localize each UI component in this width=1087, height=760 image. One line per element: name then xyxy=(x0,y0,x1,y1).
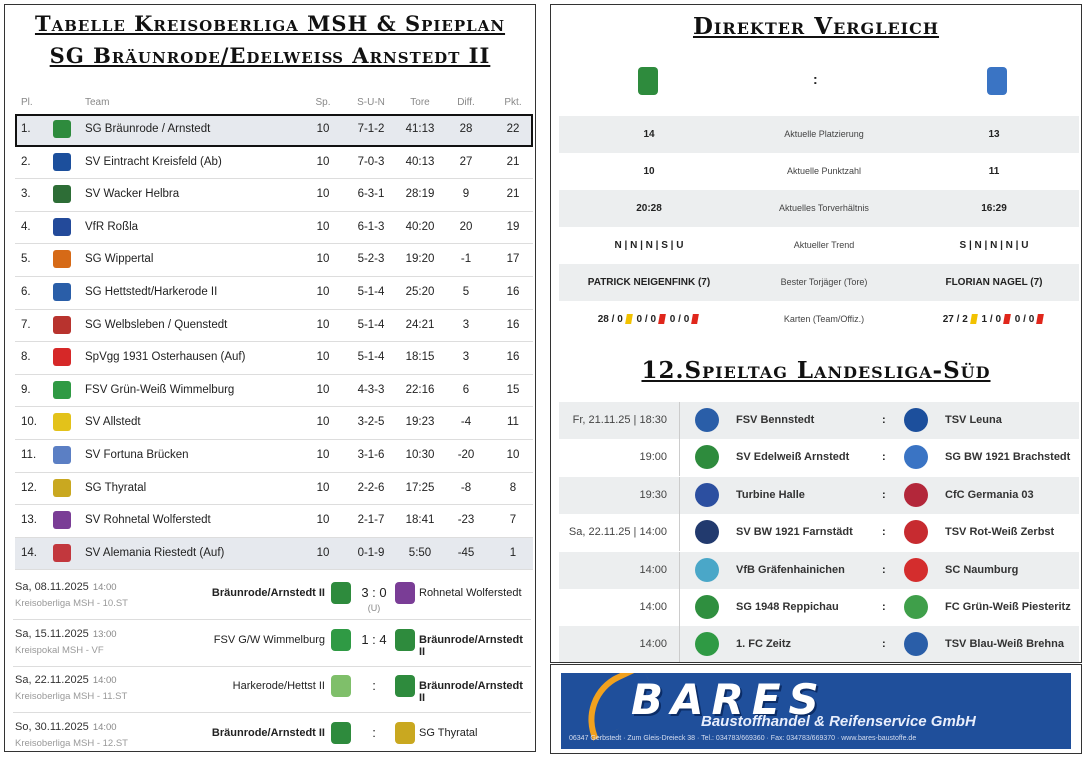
away-crest-icon xyxy=(395,582,415,604)
rank: 6. xyxy=(21,285,31,298)
team-name: SG Thyratal xyxy=(85,481,147,494)
team-name: SG Wippertal xyxy=(85,253,154,266)
game-away-team: SC Naumburg xyxy=(945,563,1019,576)
header-pkt: Pkt. xyxy=(504,97,522,108)
red-card-icon xyxy=(1036,314,1044,324)
goals: 19:23 xyxy=(405,416,435,429)
win-draw-loss: 5-1-4 xyxy=(357,351,385,364)
table-row[interactable] xyxy=(15,440,533,473)
win-draw-loss: 5-2-3 xyxy=(357,253,385,266)
away-crest-icon xyxy=(904,520,928,544)
fixture-date-text: Sa, 08.11.2025 xyxy=(15,581,89,593)
goal-difference: -20 xyxy=(457,448,475,461)
away-crest-icon xyxy=(904,558,928,582)
rank: 7. xyxy=(21,318,31,331)
rank: 1. xyxy=(21,123,31,135)
sponsor-banner[interactable] xyxy=(550,664,1082,754)
divider xyxy=(679,402,680,439)
comparison-row xyxy=(559,116,1079,153)
games-played: 10 xyxy=(316,285,330,298)
fixture-date xyxy=(15,628,117,640)
goals: 5:50 xyxy=(408,546,432,559)
game-date: Sa, 22.11.25 | 14:00 xyxy=(568,526,667,539)
games-played: 10 xyxy=(316,220,330,233)
game-away-team: CfC Germania 03 xyxy=(945,488,1034,501)
comparison-label: Aktuelle Punktzahl xyxy=(786,166,862,176)
fixture-date xyxy=(15,674,117,686)
fixture-date-text: Sa, 15.11.2025 xyxy=(15,627,89,640)
home-crest-icon xyxy=(331,675,351,697)
game-away-team: TSV Blau-Weiß Brehna xyxy=(945,638,1064,651)
rank: 8. xyxy=(21,351,31,364)
goal-difference: -4 xyxy=(460,416,472,429)
home-value: 14 xyxy=(643,129,655,140)
club-crest-icon xyxy=(53,479,71,497)
table-row[interactable] xyxy=(15,212,533,245)
goal-difference: 27 xyxy=(459,155,473,168)
fixture-time: 14:00 xyxy=(92,675,117,686)
divider xyxy=(679,477,680,514)
standings-title: Tabelle Kreisoberliga MSH & Spieplan xyxy=(34,11,506,36)
home-crest-icon xyxy=(331,629,351,651)
yellow-card-icon xyxy=(970,314,978,324)
away-crest-icon xyxy=(904,483,928,507)
card-count: 27 / 2 xyxy=(942,314,968,325)
win-draw-loss: 5-1-4 xyxy=(357,285,385,298)
red-card-icon xyxy=(658,314,666,324)
fixture-row[interactable] xyxy=(13,666,531,713)
card-count: 1 / 0 xyxy=(981,314,1002,325)
games-played: 10 xyxy=(316,546,330,559)
home-crest-icon xyxy=(695,558,719,582)
sponsor-name: BARES xyxy=(631,675,827,724)
header-diff: Diff. xyxy=(457,97,475,108)
club-crest-icon xyxy=(53,446,71,464)
fixture-row[interactable] xyxy=(13,573,531,620)
team-name: VfR Roßla xyxy=(85,220,139,233)
away-crest-icon xyxy=(395,722,415,744)
game-date: 14:00 xyxy=(639,601,667,613)
home-cards xyxy=(559,314,739,325)
club-crest-icon xyxy=(53,348,71,366)
points: 19 xyxy=(506,220,520,233)
game-row[interactable] xyxy=(559,589,1079,626)
club-crest-icon xyxy=(53,316,71,334)
games-played: 10 xyxy=(316,416,330,429)
fixture-time: 13:00 xyxy=(92,628,117,640)
goal-difference: -1 xyxy=(460,253,472,266)
games-played: 10 xyxy=(316,383,330,396)
goal-difference: 6 xyxy=(462,383,470,396)
game-home-team: VfB Gräfenhainichen xyxy=(736,563,845,576)
games-played: 10 xyxy=(316,253,330,266)
games-played: 10 xyxy=(316,514,330,527)
goals: 17:25 xyxy=(405,481,435,494)
game-date: 19:00 xyxy=(639,451,667,464)
standings-panel xyxy=(4,4,536,752)
points: 17 xyxy=(506,253,520,266)
game-colon: : xyxy=(882,601,886,613)
rank: 3. xyxy=(21,188,31,201)
club-crest-icon xyxy=(53,381,71,399)
matchday-title: 12.Spieltag Landesliga-Süd xyxy=(641,357,991,384)
games-played: 10 xyxy=(316,188,330,201)
rank: 10. xyxy=(21,416,37,429)
rank: 5. xyxy=(21,253,31,266)
games-played: 10 xyxy=(316,123,330,135)
away-crest-icon xyxy=(395,629,415,651)
win-draw-loss: 3-2-5 xyxy=(357,416,385,429)
win-draw-loss: 7-0-3 xyxy=(357,155,385,168)
game-away-team: TSV Rot-Weiß Zerbst xyxy=(945,526,1055,539)
divider xyxy=(679,552,680,589)
fixture-time: 14:00 xyxy=(92,721,117,733)
game-home-team: SG 1948 Reppichau xyxy=(736,601,839,613)
team-name: SV Wacker Helbra xyxy=(85,188,180,201)
away-club-crest-icon xyxy=(987,67,1007,95)
goal-difference: 3 xyxy=(462,351,470,364)
table-row[interactable] xyxy=(15,342,533,375)
club-crest-icon xyxy=(53,283,71,301)
goal-difference: 5 xyxy=(462,285,470,298)
game-colon: : xyxy=(882,563,886,576)
comparison-row xyxy=(559,190,1079,227)
win-draw-loss: 3-1-6 xyxy=(357,448,385,461)
win-draw-loss: 7-1-2 xyxy=(357,123,385,135)
win-draw-loss: 6-3-1 xyxy=(357,188,385,201)
game-home-team: SV BW 1921 Farnstädt xyxy=(736,526,853,539)
header-tore: Tore xyxy=(410,97,430,108)
club-crest-icon xyxy=(53,544,71,562)
games-played: 10 xyxy=(316,481,330,494)
away-cards xyxy=(909,314,1079,325)
game-home-team: 1. FC Zeitz xyxy=(736,638,792,651)
cards-row xyxy=(559,301,1079,338)
rank: 12. xyxy=(21,481,37,494)
fixture-home-team: Bräunrode/Arnstedt II xyxy=(211,587,325,599)
card-count: 0 / 0 xyxy=(1014,314,1035,325)
goals: 22:16 xyxy=(405,383,435,396)
team-name: SV Alemania Riestedt (Auf) xyxy=(85,546,225,559)
comparison-label: Aktueller Trend xyxy=(793,240,855,250)
game-row[interactable] xyxy=(559,439,1079,476)
goal-difference: 3 xyxy=(462,318,470,331)
points: 8 xyxy=(509,481,517,494)
comparison-label: Aktuelle Platzierung xyxy=(784,129,864,139)
game-colon: : xyxy=(882,526,886,539)
fixture-away-team: Rohnetal Wolferstedt xyxy=(419,587,522,599)
away-crest-icon xyxy=(904,445,928,469)
comparison-row xyxy=(559,153,1079,190)
game-colon: : xyxy=(882,451,886,464)
points: 10 xyxy=(506,448,520,461)
standings-header xyxy=(15,93,533,113)
home-value: 10 xyxy=(643,166,655,177)
fixture-score: 3 : 0 xyxy=(361,585,387,600)
game-date: 19:30 xyxy=(639,488,667,501)
away-value: 16:29 xyxy=(981,203,1007,214)
team-name: SG Hettstedt/Harkerode II xyxy=(85,285,218,298)
sponsor-address: 06347 Gerbstedt · Zum Gleis-Dreieck 38 · Tel.: 034783/669360 · Fax: 034783/669370 · www.bares-baustoffe.de xyxy=(569,735,917,742)
team-title: SG Bräunrode/Edelweiß Arnstedt II xyxy=(49,43,491,68)
home-crest-icon xyxy=(695,595,719,619)
red-card-icon xyxy=(691,314,699,324)
home-crest-icon xyxy=(331,582,351,604)
club-crest-icon xyxy=(53,120,71,138)
points: 16 xyxy=(506,318,520,331)
win-draw-loss: 5-1-4 xyxy=(357,318,385,331)
home-crest-icon xyxy=(695,520,719,544)
fixture-date xyxy=(15,581,117,593)
goals: 18:15 xyxy=(405,351,435,364)
goals: 40:13 xyxy=(405,155,435,168)
team-name: SV Rohnetal Wolferstedt xyxy=(85,514,211,527)
points: 1 xyxy=(509,546,517,559)
comparison-row xyxy=(559,227,1079,264)
table-row[interactable] xyxy=(15,375,533,408)
win-draw-loss: 6-1-3 xyxy=(357,220,385,233)
game-row[interactable] xyxy=(559,514,1079,551)
points: 16 xyxy=(506,351,520,364)
divider xyxy=(679,514,680,551)
header-sun: S-U-N xyxy=(357,97,385,108)
game-away-team: SG BW 1921 Brachstedt xyxy=(945,451,1071,464)
table-row[interactable] xyxy=(15,147,533,180)
home-crest-icon xyxy=(695,445,719,469)
table-row[interactable] xyxy=(15,407,533,440)
game-row[interactable] xyxy=(559,402,1079,439)
goals: 18:41 xyxy=(405,514,435,527)
table-row[interactable] xyxy=(15,179,533,212)
team-name: SV Eintracht Kreisfeld (Ab) xyxy=(85,155,222,168)
home-value: PATRICK NEIGENFINK (7) xyxy=(587,277,711,288)
sponsor-subtitle: Baustoffhandel & Reifenservice GmbH xyxy=(701,713,976,730)
team-name: SV Allstedt xyxy=(85,416,141,429)
cards-label: Karten (Team/Offiz.) xyxy=(783,314,865,324)
team-name: SG Bräunrode / Arnstedt xyxy=(85,123,211,135)
table-row[interactable] xyxy=(15,538,533,571)
goals: 41:13 xyxy=(405,123,435,135)
goal-difference: 20 xyxy=(459,220,473,233)
points: 11 xyxy=(507,416,519,429)
comparison-label: Bester Torjäger (Tore) xyxy=(780,277,868,287)
table-row[interactable] xyxy=(15,310,533,343)
goals: 24:21 xyxy=(405,318,435,331)
game-away-team: TSV Leuna xyxy=(945,414,1002,426)
points: 15 xyxy=(506,383,520,396)
comparison-row xyxy=(559,264,1079,301)
fixture-home-team: FSV G/W Wimmelburg xyxy=(213,633,325,646)
standings-table xyxy=(15,114,533,570)
red-card-icon xyxy=(1003,314,1011,324)
fixture-competition: Kreispokal MSH - VF xyxy=(15,644,104,656)
win-draw-loss: 0-1-9 xyxy=(357,546,385,559)
home-crest-icon xyxy=(695,483,719,507)
away-value: 13 xyxy=(988,129,1000,140)
rank: 9. xyxy=(21,383,31,396)
fixture-away-team: Bräunrode/Arnstedt II xyxy=(419,633,523,658)
goals: 19:20 xyxy=(405,253,435,266)
game-colon: : xyxy=(882,488,886,501)
yellow-card-icon xyxy=(625,314,633,324)
team-name: FSV Grün-Weiß Wimmelburg xyxy=(85,383,235,396)
win-draw-loss: 4-3-3 xyxy=(357,383,385,396)
divider xyxy=(679,626,680,663)
comparison-panel xyxy=(550,4,1082,663)
fixture-competition: Kreisoberliga MSH - 12.ST xyxy=(15,737,128,749)
home-crest-icon xyxy=(695,632,719,656)
game-row[interactable] xyxy=(559,552,1079,589)
comparison-title: Direkter Vergleich xyxy=(692,13,940,40)
rank: 11. xyxy=(21,448,37,461)
away-value: 11 xyxy=(988,166,1000,177)
games-played: 10 xyxy=(316,318,330,331)
fixture-score: 1 : 4 xyxy=(361,631,387,647)
table-row[interactable] xyxy=(15,473,533,506)
game-date: Fr, 21.11.25 | 18:30 xyxy=(572,414,667,426)
table-row[interactable] xyxy=(15,244,533,277)
team-name: SG Welbsleben / Quenstedt xyxy=(85,318,228,331)
game-home-team: Turbine Halle xyxy=(736,488,805,501)
fixture-date-text: So, 30.11.2025 xyxy=(15,720,89,733)
rank: 13. xyxy=(21,514,37,527)
home-club-crest-icon xyxy=(638,67,658,95)
game-date: 14:00 xyxy=(639,563,667,576)
points: 7 xyxy=(509,514,517,527)
fixture-score: : xyxy=(372,678,376,693)
points: 22 xyxy=(506,123,520,135)
win-draw-loss: 2-1-7 xyxy=(357,514,385,527)
game-colon: : xyxy=(882,414,886,426)
fixture-score: : xyxy=(372,724,376,740)
games-played: 10 xyxy=(316,448,330,461)
club-crest-icon xyxy=(53,511,71,529)
table-row[interactable] xyxy=(15,505,533,538)
fixture-score-note: (U) xyxy=(367,603,381,613)
sponsor-logo[interactable] xyxy=(561,673,1071,749)
club-crest-icon xyxy=(53,153,71,171)
away-crest-icon xyxy=(904,408,928,432)
club-crest-icon xyxy=(53,250,71,268)
home-crest-icon xyxy=(331,722,351,744)
games-played: 10 xyxy=(316,351,330,364)
fixture-home-team: Bräunrode/Arnstedt II xyxy=(211,726,325,739)
game-row[interactable] xyxy=(559,477,1079,514)
fixture-time: 14:00 xyxy=(92,582,117,593)
card-count: 0 / 0 xyxy=(636,314,657,325)
goals: 25:20 xyxy=(405,285,435,298)
club-crest-icon xyxy=(53,413,71,431)
fixture-competition: Kreisoberliga MSH - 11.ST xyxy=(15,691,128,702)
goals: 10:30 xyxy=(405,448,435,461)
fixture-date-text: Sa, 22.11.2025 xyxy=(15,674,89,686)
fixture-home-team: Harkerode/Hettst II xyxy=(232,680,325,692)
game-colon: : xyxy=(882,638,886,651)
fixture-date xyxy=(15,721,117,733)
away-crest-icon xyxy=(904,632,928,656)
divider xyxy=(679,589,680,626)
game-home-team: SV Edelweiß Arnstedt xyxy=(736,451,850,464)
table-row[interactable] xyxy=(15,114,533,147)
rank: 4. xyxy=(21,220,31,233)
club-crest-icon xyxy=(53,218,71,236)
header-sp: Sp. xyxy=(315,97,331,108)
comparison-table xyxy=(559,116,1079,338)
versus-colon: : xyxy=(813,71,818,87)
game-date: 14:00 xyxy=(639,638,667,651)
fixture-competition: Kreisoberliga MSH - 10.ST xyxy=(15,598,128,609)
team-name: SV Fortuna Brücken xyxy=(85,448,189,461)
card-count: 28 / 0 xyxy=(597,314,623,325)
goals: 40:20 xyxy=(405,220,435,233)
game-row[interactable] xyxy=(559,626,1079,663)
goal-difference: -23 xyxy=(457,514,475,527)
goal-difference: -8 xyxy=(460,481,472,494)
rank: 2. xyxy=(21,155,31,168)
card-count: 0 / 0 xyxy=(669,314,690,325)
home-value: N | N | N | S | U xyxy=(614,240,684,251)
away-crest-icon xyxy=(904,595,928,619)
goal-difference: -45 xyxy=(457,546,475,559)
away-value: S | N | N | N | U xyxy=(959,240,1029,251)
header-team: Team xyxy=(85,97,110,108)
fixture-away-team: SG Thyratal xyxy=(419,726,478,739)
club-crest-icon xyxy=(53,185,71,203)
games-played: 10 xyxy=(316,155,330,168)
divider xyxy=(679,439,680,476)
fixture-row[interactable] xyxy=(13,713,531,753)
points: 21 xyxy=(506,155,520,168)
points: 21 xyxy=(506,188,520,201)
win-draw-loss: 2-2-6 xyxy=(357,481,385,494)
game-home-team: FSV Bennstedt xyxy=(736,414,815,426)
away-value: FLORIAN NAGEL (7) xyxy=(945,277,1043,288)
header-pl: Pl. xyxy=(21,97,33,108)
table-row[interactable] xyxy=(15,277,533,310)
fixture-row[interactable] xyxy=(13,620,531,667)
away-crest-icon xyxy=(395,675,415,697)
team-name: SpVgg 1931 Osterhausen (Auf) xyxy=(85,351,246,364)
home-value: 20:28 xyxy=(636,203,662,214)
home-crest-icon xyxy=(695,408,719,432)
goal-difference: 9 xyxy=(462,188,470,201)
fixture-away-team: Bräunrode/Arnstedt II xyxy=(419,680,523,704)
comparison-label: Aktuelles Torverhältnis xyxy=(779,203,869,213)
goal-difference: 28 xyxy=(459,123,473,135)
rank: 14. xyxy=(21,546,37,559)
game-away-team: FC Grün-Weiß Piesteritz xyxy=(945,601,1071,613)
goals: 28:19 xyxy=(405,188,435,201)
points: 16 xyxy=(506,285,520,298)
